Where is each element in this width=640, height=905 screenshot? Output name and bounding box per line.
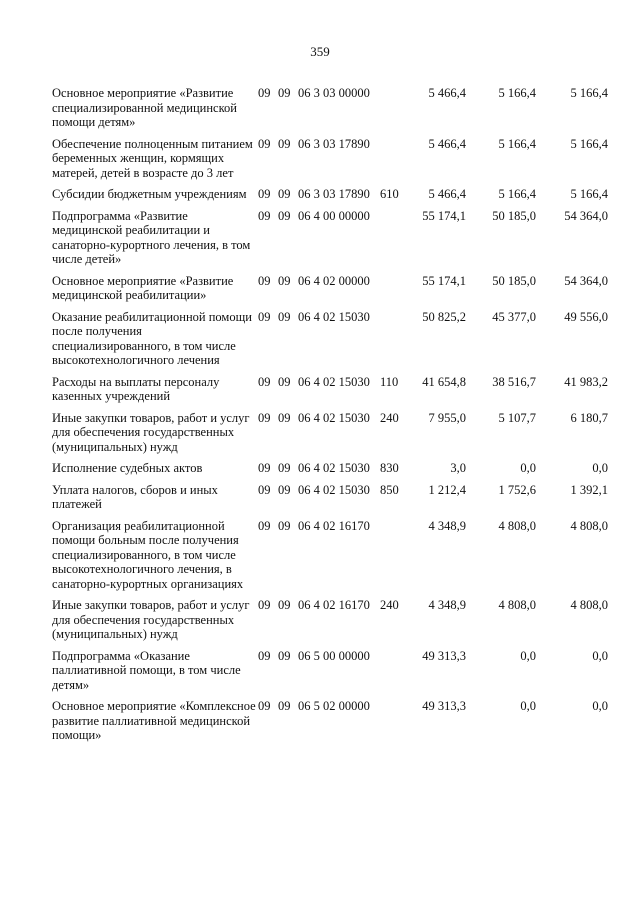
row-value-2: 45 377,0 — [492, 309, 536, 324]
row-value-1: 55 174,1 — [422, 208, 466, 223]
row-name: Основное мероприятие «Развитие медицинской реабилитации» — [52, 273, 234, 302]
table-row — [52, 461, 612, 476]
row-value-1: 50 825,2 — [422, 309, 466, 324]
row-name: Уплата налогов, сборов и иных платежей — [52, 482, 218, 511]
row-rz: 09 — [258, 374, 271, 389]
table-row — [52, 209, 612, 267]
row-pr: 09 — [278, 208, 291, 223]
row-csr: 06 4 02 16170 — [298, 598, 370, 612]
row-value-1: 5 466,4 — [428, 136, 466, 151]
row-value-1: 5 466,4 — [428, 86, 466, 100]
row-pr: 09 — [278, 518, 291, 533]
table-row — [52, 187, 612, 202]
row-pr: 09 — [278, 410, 291, 425]
row-csr: 06 4 02 15030 — [298, 410, 370, 425]
row-rz: 09 — [258, 86, 271, 100]
table-row — [52, 375, 612, 404]
row-pr: 09 — [278, 374, 291, 389]
row-rz: 09 — [258, 309, 271, 324]
row-value-3: 0,0 — [592, 699, 608, 713]
row-value-2: 0,0 — [520, 699, 536, 713]
budget-table — [52, 86, 612, 750]
row-pr: 09 — [278, 461, 291, 475]
row-csr: 06 4 02 15030 — [298, 461, 370, 475]
row-pr: 09 — [278, 136, 291, 151]
row-value-3: 6 180,7 — [570, 410, 608, 425]
row-pr: 09 — [278, 273, 291, 288]
row-csr: 06 4 02 15030 — [298, 482, 370, 497]
row-name: Основное мероприятие «Комплексное развитие паллиативной медицинской помощи» — [52, 699, 256, 742]
row-name: Оказание реабилитационной помощи после получения специализированного, в том числе высокотехнологичного лечения — [52, 309, 252, 367]
row-rz: 09 — [258, 699, 271, 713]
row-rz: 09 — [258, 598, 271, 612]
row-value-3: 54 364,0 — [564, 273, 608, 288]
row-value-2: 0,0 — [520, 461, 536, 475]
row-name: Расходы на выплаты персоналу казенных учреждений — [52, 374, 220, 403]
row-name: Исполнение судебных актов — [52, 461, 203, 475]
row-csr: 06 4 02 15030 — [298, 309, 370, 324]
row-value-2: 5 166,4 — [498, 136, 536, 151]
row-csr: 06 3 03 00000 — [298, 86, 370, 100]
row-vr: 240 — [380, 410, 399, 425]
row-value-2: 4 808,0 — [498, 518, 536, 533]
row-value-2: 5 166,4 — [498, 187, 536, 201]
row-rz: 09 — [258, 648, 271, 663]
row-pr: 09 — [278, 86, 291, 100]
row-pr: 09 — [278, 482, 291, 497]
row-rz: 09 — [258, 136, 271, 151]
row-value-3: 5 166,4 — [570, 187, 608, 201]
table-row — [52, 411, 612, 455]
row-value-3: 49 556,0 — [564, 309, 608, 324]
row-vr: 610 — [380, 187, 399, 201]
row-vr: 830 — [380, 461, 399, 475]
row-rz: 09 — [258, 208, 271, 223]
row-value-1: 4 348,9 — [428, 518, 466, 533]
table-row — [52, 699, 612, 743]
row-value-3: 54 364,0 — [564, 208, 608, 223]
row-value-1: 3,0 — [450, 461, 466, 475]
row-value-1: 49 313,3 — [422, 699, 466, 713]
row-value-3: 4 808,0 — [570, 598, 608, 612]
row-name: Организация реабилитационной помощи больным после получения специализированного, в том числе высокотехнологичного лечения, в санаторно-курортных организациях — [52, 518, 244, 591]
table-row — [52, 86, 612, 130]
row-value-3: 41 983,2 — [564, 374, 608, 389]
row-csr: 06 3 03 17890 — [298, 136, 370, 151]
row-csr: 06 4 02 00000 — [298, 273, 370, 288]
row-rz: 09 — [258, 518, 271, 533]
row-pr: 09 — [278, 598, 291, 612]
row-value-1: 1 212,4 — [428, 482, 466, 497]
row-csr: 06 5 00 00000 — [298, 648, 370, 663]
row-value-1: 5 466,4 — [428, 187, 466, 201]
row-vr: 110 — [380, 374, 399, 389]
page-number: 359 — [310, 44, 330, 59]
table-row — [52, 598, 612, 642]
row-value-2: 4 808,0 — [498, 598, 536, 612]
row-vr: 850 — [380, 482, 399, 497]
row-rz: 09 — [258, 482, 271, 497]
table-row — [52, 519, 612, 592]
row-name: Субсидии бюджетным учреждениям — [52, 187, 247, 201]
row-value-2: 50 185,0 — [492, 208, 536, 223]
row-rz: 09 — [258, 273, 271, 288]
row-value-3: 0,0 — [592, 648, 608, 663]
row-value-2: 1 752,6 — [498, 482, 536, 497]
table-row — [52, 137, 612, 181]
table-row — [52, 649, 612, 693]
table-row — [52, 310, 612, 368]
row-csr: 06 4 00 00000 — [298, 208, 370, 223]
row-value-1: 41 654,8 — [422, 374, 466, 389]
row-value-3: 5 166,4 — [570, 86, 608, 100]
row-csr: 06 5 02 00000 — [298, 699, 370, 713]
row-name: Основное мероприятие «Развитие специализированной медицинской помощи детям» — [52, 86, 237, 129]
table-row — [52, 483, 612, 512]
row-value-3: 4 808,0 — [570, 518, 608, 533]
row-name: Подпрограмма «Оказание паллиативной помощи, в том числе детям» — [52, 648, 241, 692]
row-name: Обеспечение полноценным питанием беременных женщин, кормящих матерей, детей в возрасте до 3 лет — [52, 136, 253, 180]
row-value-2: 5 107,7 — [498, 410, 536, 425]
row-value-3: 5 166,4 — [570, 136, 608, 151]
row-vr: 240 — [380, 598, 399, 612]
row-rz: 09 — [258, 187, 271, 201]
row-pr: 09 — [278, 187, 291, 201]
row-value-1: 4 348,9 — [428, 598, 466, 612]
row-value-3: 0,0 — [592, 461, 608, 475]
row-csr: 06 4 02 16170 — [298, 518, 370, 533]
row-value-3: 1 392,1 — [570, 482, 608, 497]
row-pr: 09 — [278, 699, 291, 713]
row-rz: 09 — [258, 410, 271, 425]
row-rz: 09 — [258, 461, 271, 475]
table-row — [52, 274, 612, 303]
row-value-1: 49 313,3 — [422, 648, 466, 663]
row-pr: 09 — [278, 648, 291, 663]
row-value-2: 0,0 — [520, 648, 536, 663]
row-value-1: 55 174,1 — [422, 273, 466, 288]
row-value-2: 38 516,7 — [492, 374, 536, 389]
row-value-2: 5 166,4 — [498, 86, 536, 100]
row-value-1: 7 955,0 — [428, 410, 466, 425]
row-value-2: 50 185,0 — [492, 273, 536, 288]
row-name: Иные закупки товаров, работ и услуг для обеспечения государственных (муниципальных) нужд — [52, 598, 250, 641]
row-csr: 06 4 02 15030 — [298, 374, 370, 389]
row-csr: 06 3 03 17890 — [298, 187, 370, 201]
row-pr: 09 — [278, 309, 291, 324]
row-name: Иные закупки товаров, работ и услуг для обеспечения государственных (муниципальных) нужд — [52, 410, 250, 454]
row-name: Подпрограмма «Развитие медицинской реабилитации и санаторно-курортного лечения, в том числе детей» — [52, 208, 251, 266]
